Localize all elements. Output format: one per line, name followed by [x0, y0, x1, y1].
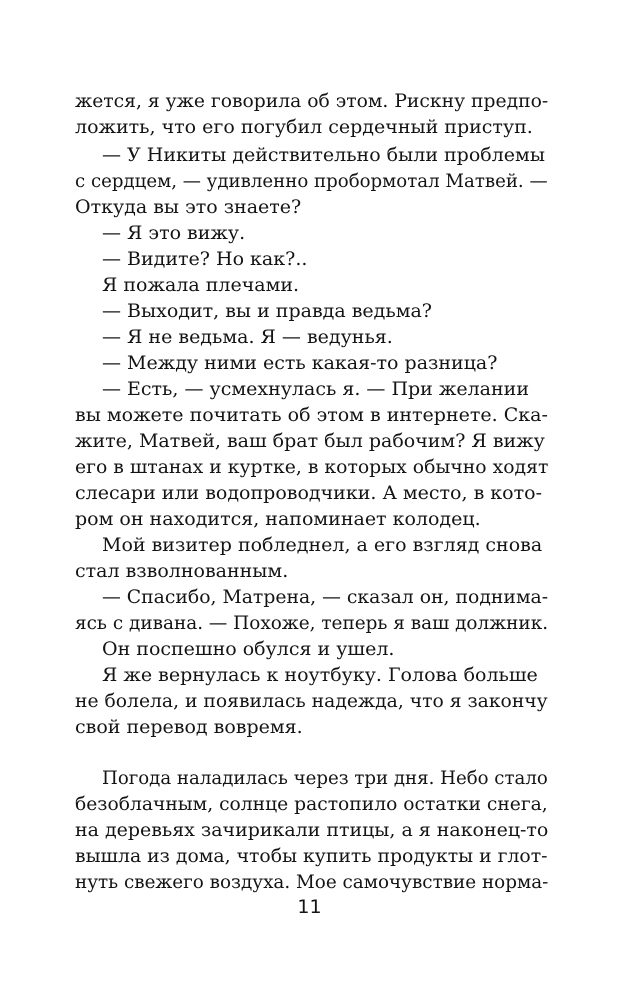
- text-line: — Есть, — усмехнулась я. — При желании: [102, 378, 529, 400]
- text-line: — Между ними есть какая-то разница?: [102, 352, 498, 374]
- text-line: — Выходит, вы и правда ведьма?: [102, 300, 432, 322]
- text-line: не болела, и появилась надежда, что я закончу: [75, 690, 548, 712]
- text-line: жите, Матвей, ваш брат был рабочим? Я вижу: [75, 430, 545, 452]
- text-line: стал взволнованным.: [75, 560, 289, 582]
- text-line: вышла из дома, чтобы купить продукты и глот-: [75, 845, 548, 867]
- text-line: Погода наладилась через три дня. Небо стало: [102, 767, 548, 789]
- text-line: с сердцем, — удивленно пробормотал Матвей. —: [75, 170, 548, 192]
- text-line: жется, я уже говорила об этом. Рискну предпо-: [75, 90, 549, 112]
- text-line: ясь с дивана. — Похоже, теперь я ваш должник.: [75, 612, 549, 634]
- text-line: — Я это вижу.: [102, 222, 246, 244]
- text-line: слесари или водопроводчики. А место, в кото-: [75, 482, 542, 504]
- text-line: свой перевод вовремя.: [75, 716, 303, 738]
- text-line: вы можете почитать об этом в интернете. Ска-: [75, 404, 548, 426]
- text-line: — Спасибо, Матрена, — сказал он, поднима-: [102, 586, 549, 608]
- text-line: Я пожала плечами.: [102, 274, 300, 296]
- text-line: ром он находится, напоминает колодец.: [75, 508, 481, 530]
- text-line: его в штанах и куртке, в которых обычно ходят: [75, 456, 549, 478]
- text-line: — Я не ведьма. Я — ведунья.: [102, 326, 393, 348]
- page-number: 11: [297, 896, 322, 918]
- text-line: безоблачным, солнце растопило остатки снега,: [75, 793, 548, 815]
- text-line: — У Никиты действительно были проблемы: [102, 144, 545, 166]
- text-line: Я же вернулась к ноутбуку. Голова больше: [102, 664, 538, 686]
- text-line: Мой визитер побледнел, а его взгляд снова: [102, 534, 543, 556]
- text-line: Он поспешно обулся и ушел.: [102, 638, 395, 660]
- text-line: нуть свежего воздуха. Мое самочувствие норма-: [75, 871, 549, 893]
- text-line: на деревьях зачирикали птицы, а я наконец-то: [75, 819, 549, 841]
- text-line: ложить, что его погубил сердечный приступ.: [75, 116, 533, 138]
- text-line: Откуда вы это знаете?: [75, 196, 302, 218]
- text-line: — Видите? Но как?..: [102, 248, 308, 270]
